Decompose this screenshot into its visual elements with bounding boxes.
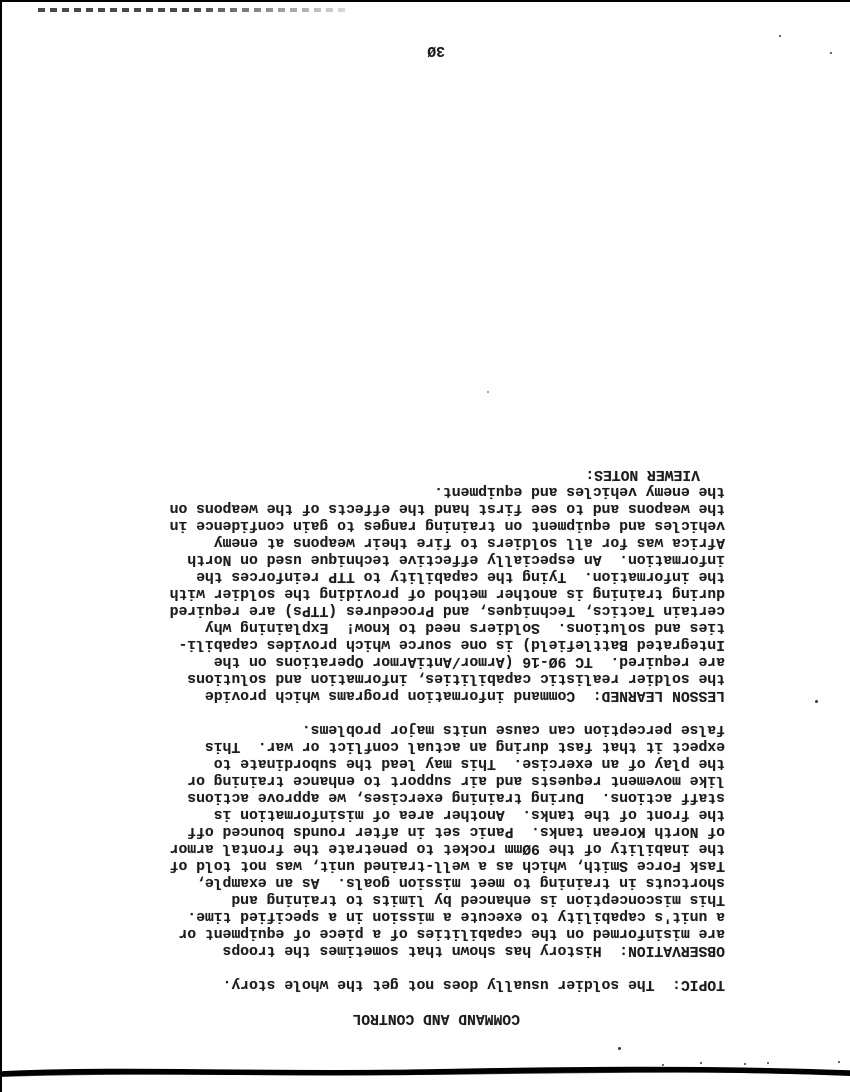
document-body: [125, 465, 725, 1026]
blank-line: [125, 958, 725, 975]
page-number: 3Ø: [427, 42, 445, 58]
scan-bottom-wavy-line: [0, 1064, 850, 1084]
text-line: the front of the tanks. Another area of misinformation is: [213, 806, 725, 822]
scan-left-edge-line: [0, 0, 2, 1092]
text-line: OBSERVATION: History has shown that sometimes the troops: [222, 942, 725, 958]
text-line: the information. Tying the capability to TTP reinforces the: [196, 568, 725, 584]
scan-speck: [618, 1047, 621, 1050]
scan-speck: [767, 1062, 769, 1064]
text-line: a unit's capability to execute a mission in a specified time.: [187, 908, 725, 924]
text-line: LESSON LEARNED: Command information programs which provide: [204, 687, 725, 703]
text-line: This misconception is enhanced by limits to training and: [231, 891, 725, 907]
text-line: staff actions. During training exercises, we approve actions: [187, 789, 725, 805]
text-line: the weapons and to see first hand the effects of the weapons on: [169, 500, 725, 516]
scan-speck: [830, 52, 832, 54]
lesson-learned-paragraph: [125, 482, 725, 703]
scan-speck: [838, 1061, 840, 1063]
text-line: are required. TC 9Ø-16 (Armor/AntiArmor Operations on the: [213, 653, 725, 669]
text-line: information. An especially effective technique used on North: [187, 551, 725, 567]
scan-speck: [744, 1063, 746, 1065]
text-line: of North Korean tanks. Panic set in after rounds bounced off: [187, 823, 725, 839]
text-line: the soldier realistic capabilities, information and solutions: [187, 670, 725, 686]
text-line: Task Force Smith, which as a well-trained unit, was not told of: [169, 857, 725, 873]
text-line: the inability of the 9Ømm rocket to penetrate the frontal armor: [169, 840, 725, 856]
scan-top-edge-line: [0, 0, 850, 2]
blank-line: [125, 992, 725, 1009]
text-line: the play of an exercise. This may lead the subordinate to: [213, 755, 725, 771]
text-line: shortcuts in training to meet mission goals. As an example,: [196, 874, 725, 890]
text-line: expect it that fast during an actual conflict or war. This: [204, 738, 725, 754]
topic-line: TOPIC: The soldier usually does not get the whole story.: [222, 976, 725, 992]
text-line: like movement requests and air support to enhance training or: [187, 772, 725, 788]
text-line: ties and solutions. Soldiers need to know! Explaining why: [204, 619, 725, 635]
scan-speck: [815, 700, 818, 703]
text-line: Africa was for all soldiers to fire their weapons at enemy: [213, 534, 725, 550]
text-line: during training is another method of providing the soldier with: [169, 585, 725, 601]
observation-paragraph: [125, 720, 725, 958]
text-line: vehicles and equipment on training ranges to gain confidence in: [169, 517, 725, 533]
viewer-notes-label: VIEWER NOTES:: [585, 466, 700, 482]
text-line: false perception can cause units major problems.: [301, 721, 725, 737]
scan-speck: [700, 1062, 702, 1064]
scan-speck: [662, 1064, 664, 1066]
scan-speck: [779, 35, 781, 37]
scan-speck: [487, 391, 489, 393]
blank-line: [125, 703, 725, 720]
text-line: are misinformed on the capabilities of a piece of equipment or: [178, 925, 725, 941]
text-line: Integrated Battlefield) is one source which provides capabili-: [178, 636, 725, 652]
text-line: certain Tactics, Techniques, and Procedures (TTPs) are required: [169, 602, 725, 618]
text-line: the enemy vehicles and equipment.: [434, 483, 725, 499]
document-title: COMMAND AND CONTROL: [352, 1010, 520, 1026]
scan-dash-artifact: [38, 8, 348, 12]
